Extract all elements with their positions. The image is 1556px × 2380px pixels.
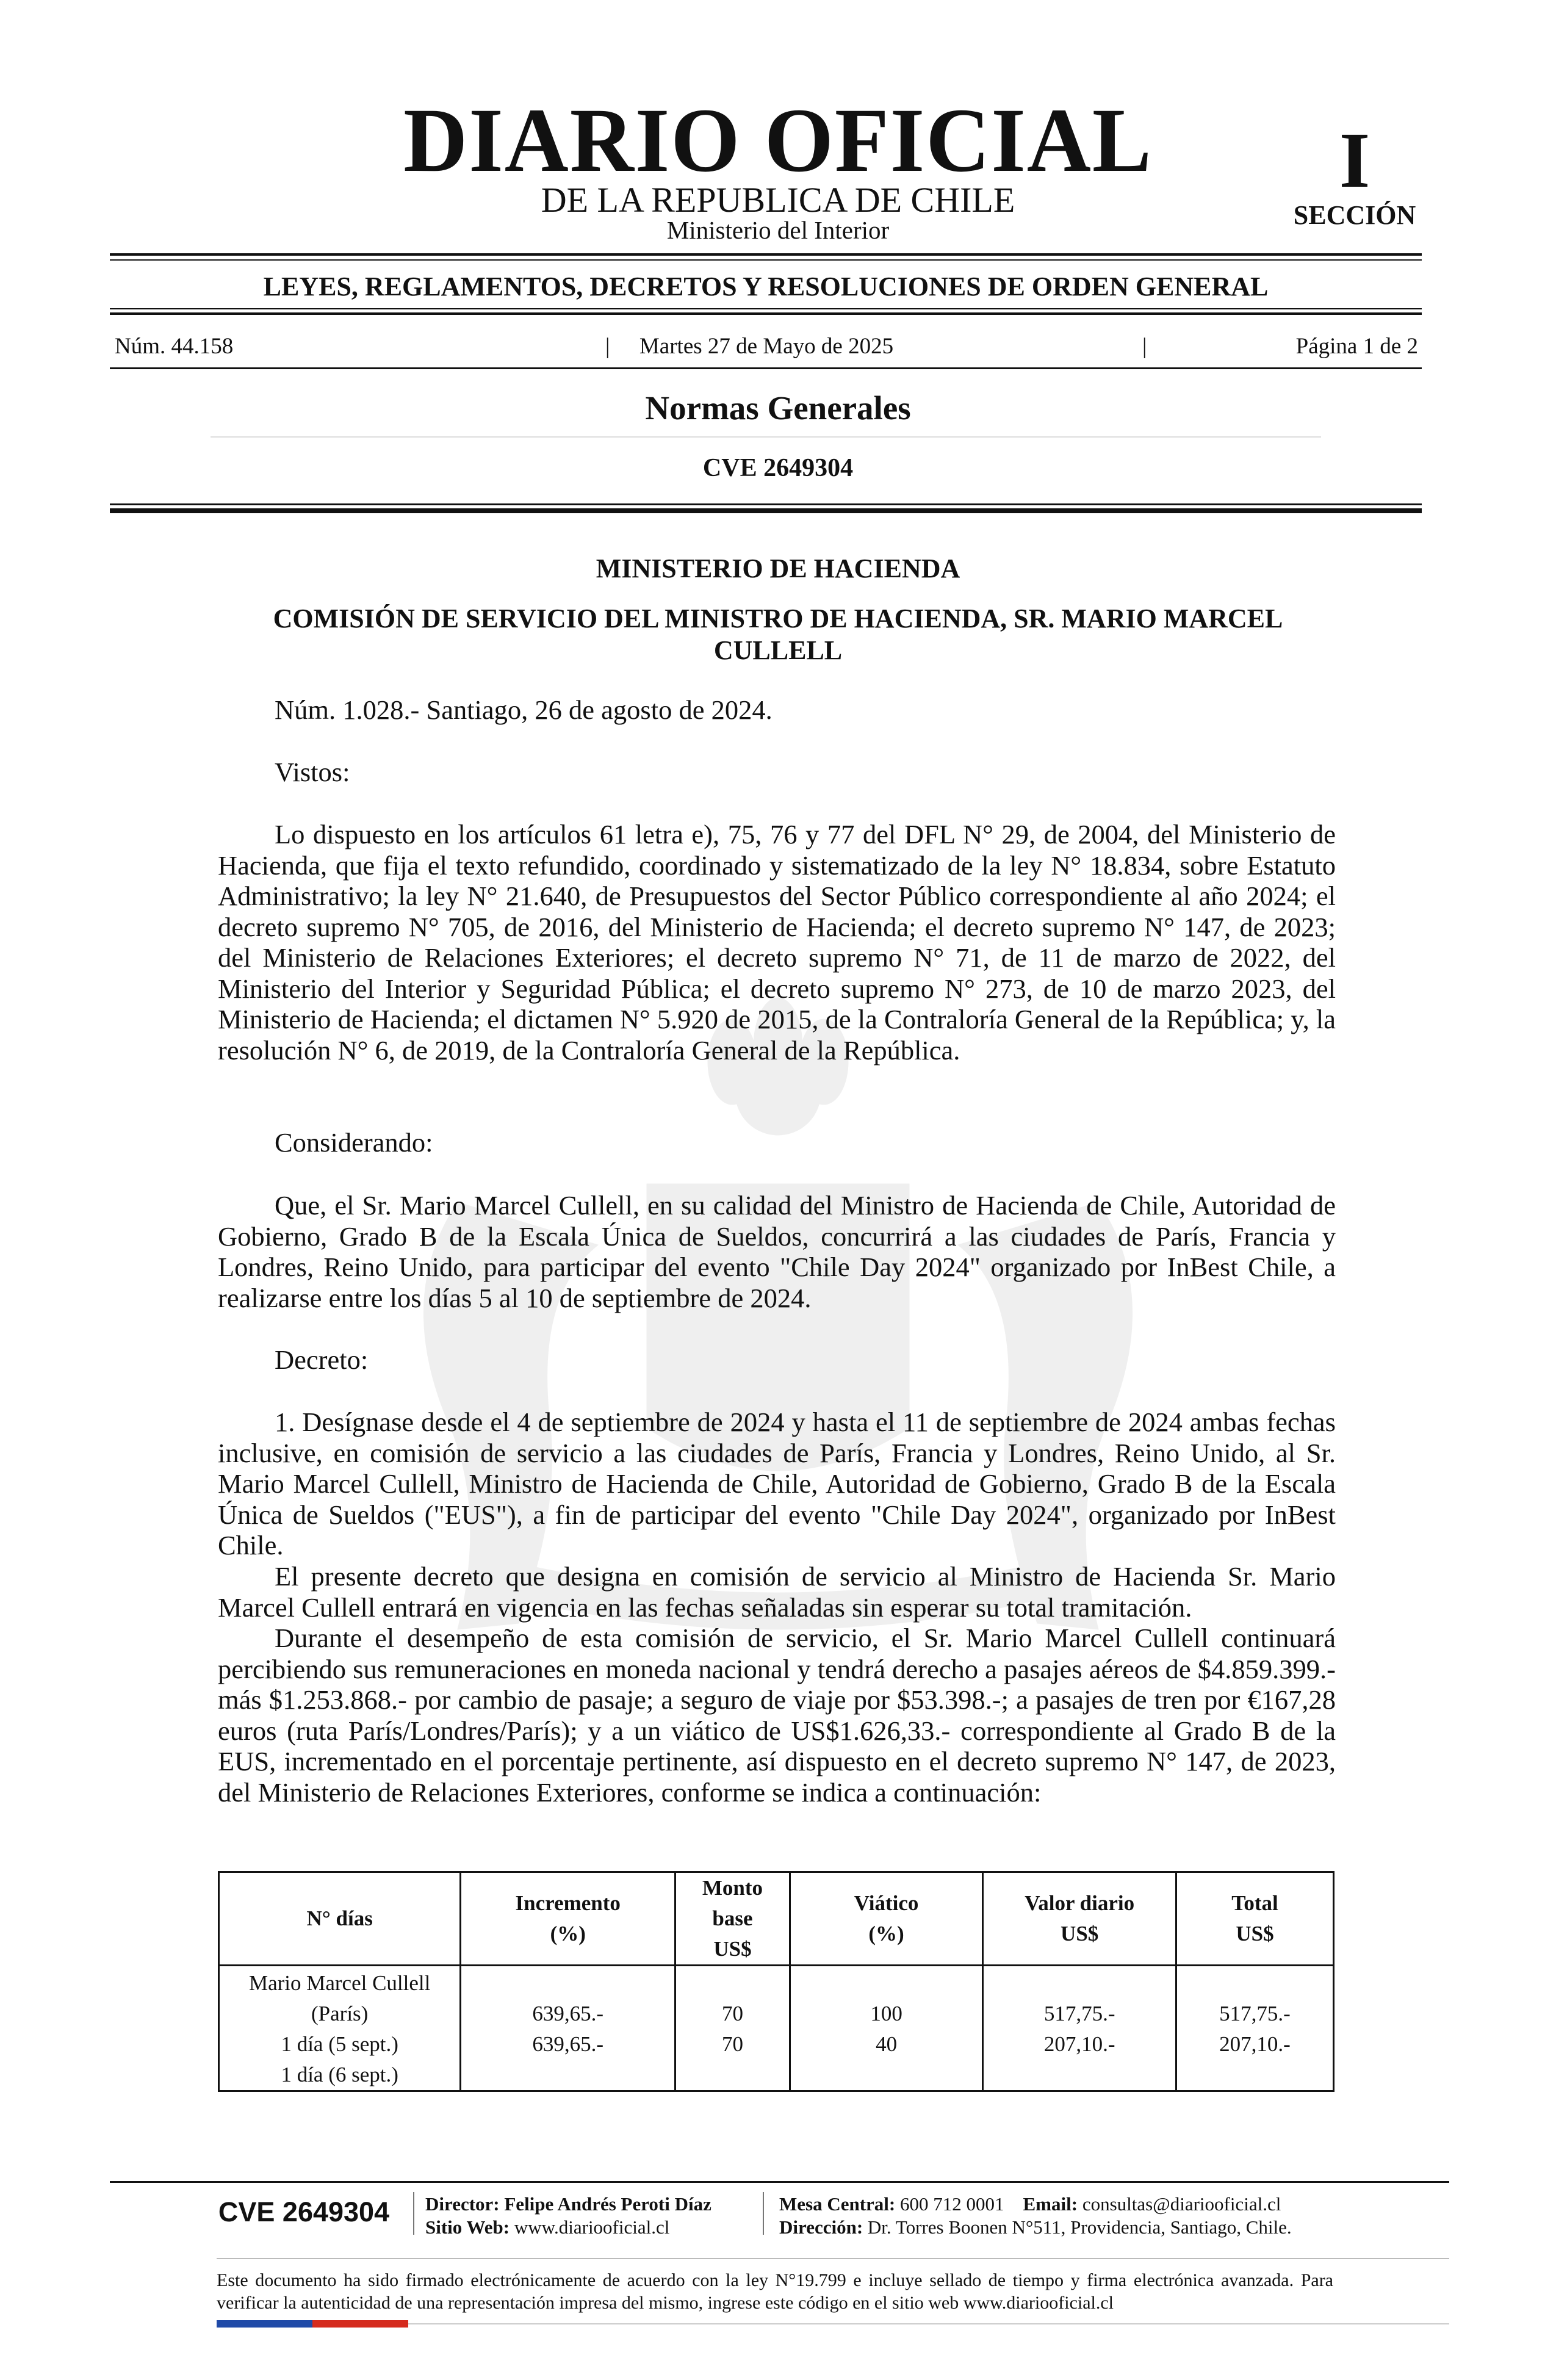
email-link[interactable]: consultas@diariooficial.cl	[1082, 2193, 1281, 2215]
footer-label: Sitio Web:	[425, 2216, 510, 2238]
cell-text: 70	[721, 2002, 743, 2025]
section-divider	[110, 508, 1422, 513]
page-indicator: Página 1 de 2	[1295, 334, 1418, 359]
cell-text: 639,65.-	[532, 2002, 604, 2025]
cell-total	[1176, 1966, 1333, 2091]
issue-date: Martes 27 de Mayo de 2025	[639, 334, 894, 359]
header-text: US$	[1236, 1922, 1274, 1945]
footer-director	[425, 2193, 711, 2216]
header-text: US$	[1061, 1922, 1099, 1945]
header-text: (%)	[550, 1922, 586, 1945]
decreto-label: Decreto:	[275, 1344, 369, 1375]
header-text: Monto	[702, 1876, 763, 1900]
vistos-paragraph: Lo dispuesto en los artículos 61 letra e), 75, 76 y 77 del DFL N° 29, de 2004, del Ministerio de Hacienda, que fija el texto refundido, coordinado y sistematizado de la ley N° 18.834, sobre Estatuto Administrativo; la ley N° 21.640, de Presupuestos del Sector Público correspondiente al año 2024; el decreto supremo N° 705, de 2016, del Ministerio de Hacienda; el decreto supremo N° 147, de 2023; del Ministerio de Relaciones Exteriores; el decreto supremo N° 71, de 11 de marzo de 2022, del Ministerio del Interior y Seguridad Pública; el decreto supremo N° 273, de 10 de marzo 2023, del Ministerio de Hacienda; el dictamen N° 5.920 de 2015, de la Contraloría General de la República; y, la resolución N° 6, de 2019, de la Contraloría General de la República.	[218, 819, 1336, 1066]
footer-rule	[408, 2323, 1449, 2324]
masthead-subtitle: DE LA REPUBLICA DE CHILE	[541, 180, 1015, 220]
cell-daily	[983, 1966, 1176, 2091]
phone-number: 600 712 0001	[900, 2193, 1004, 2215]
footer-rule	[217, 2258, 1449, 2259]
footer-label: Email:	[1023, 2193, 1078, 2215]
header-text: (%)	[868, 1922, 904, 1945]
header-text: Incremento	[515, 1891, 621, 1915]
header-text: Viático	[854, 1891, 919, 1915]
header-divider	[110, 259, 1422, 261]
header-text: Valor diario	[1025, 1891, 1135, 1915]
cell-text: Mario Marcel Cullell	[248, 1971, 431, 1995]
vistos-label: Vistos:	[275, 757, 350, 787]
footer-contact	[779, 2193, 1281, 2216]
commission-heading: COMISIÓN DE SERVICIO DEL MINISTRO DE HACIENDA, SR. MARIO MARCEL CULLELL	[273, 604, 1283, 665]
band-divider	[110, 312, 1422, 315]
decree-paragraph-viatico: Durante el desempeño de esta comisión de servicio, el Sr. Mario Marcel Cullell continuará percibiendo sus remuneraciones en moneda nacional y tendrá derecho a pasajes aéreos de $4.859.399.- más $1.253.868.- por cambio de pasaje; a seguro de viaje por $53.398.-; a pasajes de tren por €167,28 euros (ruta París/Londres/París); y a un viático de US$1.626,33.- correspondiente al Grado B de la EUS, incrementado en el porcentaje pertinente, así dispuesto en el decreto supremo N° 147, de 2023, del Ministerio de Relaciones Exteriores, conforme se indica a continuación:	[218, 1623, 1336, 1808]
considerando-label: Considerando:	[275, 1127, 433, 1158]
table-header-row	[219, 1872, 1334, 1966]
section-divider	[110, 503, 1422, 505]
footer-website	[425, 2216, 669, 2239]
cell-text: 70	[721, 2032, 743, 2056]
col-header-total	[1176, 1872, 1333, 1966]
cell-text: 517,75.-	[1043, 2002, 1115, 2025]
col-header-increment	[461, 1872, 675, 1966]
issue-separator: |	[605, 334, 610, 359]
cell-text: 207,10.-	[1043, 2032, 1115, 2056]
category-rule	[211, 436, 1321, 438]
section-label: SECCIÓN	[1293, 200, 1416, 230]
footer-label: Dirección:	[779, 2216, 863, 2238]
footer-separator	[413, 2192, 414, 2235]
ministry-heading: MINISTERIO DE HACIENDA	[596, 554, 960, 583]
cell-text: 100	[870, 2002, 902, 2025]
cell-text: 1 día (6 sept.)	[281, 2063, 398, 2086]
masthead-ministry: Ministerio del Interior	[666, 216, 890, 244]
flag-stripe-red	[312, 2320, 408, 2328]
cell-text: 639,65.-	[532, 2032, 604, 2056]
table-row	[219, 1966, 1334, 2091]
col-header-days	[219, 1872, 461, 1966]
header-text: US$	[713, 1937, 752, 1961]
col-header-viatico	[790, 1872, 983, 1966]
signature-note: Este documento ha sido firmado electrónicamente de acuerdo con la ley N°19.799 e incluye sellado de tiempo y firma electrónica avanzada. Para verificar la autenticidad de una representación impresa del mismo, ingrese este código en el sitio web www.diariooficial.cl	[217, 2270, 1333, 2313]
director-name: Felipe Andrés Peroti Díaz	[504, 2193, 711, 2215]
header-text: Total	[1231, 1891, 1278, 1915]
footer-label: Mesa Central:	[779, 2193, 896, 2215]
footer-divider	[110, 2181, 1449, 2183]
band-title: LEYES, REGLAMENTOS, DECRETOS Y RESOLUCIONES DE ORDEN GENERAL	[263, 272, 1269, 301]
masthead-title: DIARIO OFICIAL	[403, 90, 1153, 191]
issue-separator: |	[1142, 334, 1147, 359]
flag-stripe-blue	[217, 2320, 312, 2328]
header-text: N° días	[306, 1906, 373, 1930]
issue-divider	[110, 367, 1422, 369]
footer-label: Director:	[425, 2193, 500, 2215]
address-value: Dr. Torres Boonen N°511, Providencia, Santiago, Chile.	[867, 2216, 1292, 2238]
footer-cve-code: CVE 2649304	[218, 2196, 390, 2227]
issue-number: Núm. 44.158	[115, 334, 234, 359]
cell-increment	[461, 1966, 675, 2091]
footer-separator	[763, 2192, 764, 2235]
issue-row	[111, 330, 1422, 364]
cell-text: (París)	[311, 2002, 369, 2025]
cell-base	[675, 1966, 790, 2091]
website-link[interactable]: www.diariooficial.cl	[514, 2216, 670, 2238]
header-text: base	[712, 1906, 753, 1930]
cve-code: CVE 2649304	[702, 454, 854, 482]
cell-text: 40	[876, 2032, 898, 2056]
cell-days	[219, 1966, 461, 2091]
decree-paragraph-vigencia: El presente decreto que designa en comisión de servicio al Ministro de Hacienda Sr. Mario Marcel Cullell entrará en vigencia en las fechas señaladas sin esperar su total tramitación.	[218, 1561, 1336, 1623]
decree-number: Núm. 1.028.- Santiago, 26 de agosto de 2024.	[275, 694, 773, 725]
cell-text: 207,10.-	[1219, 2032, 1291, 2056]
cell-text: 1 día (5 sept.)	[281, 2032, 398, 2056]
cell-text: 517,75.-	[1219, 2002, 1291, 2025]
decree-article-1: 1. Desígnase desde el 4 de septiembre de 2024 y hasta el 11 de septiembre de 2024 ambas fechas inclusive, en comisión de servicio a las ciudades de París, Francia y Londres, Reino Unido, al Sr. Mario Marcel Cullell, Ministro de Hacienda de Chile, Autoridad de Gobierno, Grado B de la Escala Única de Sueldos ("EUS"), a fin de participar del evento "Chile Day 2024", organizado por InBest Chile.	[218, 1407, 1336, 1560]
section-number: I	[1339, 117, 1371, 204]
header-divider	[110, 253, 1422, 256]
cell-viatico	[790, 1966, 983, 2091]
band-divider	[110, 308, 1422, 309]
footer-address	[779, 2216, 1292, 2239]
viatico-table	[218, 1871, 1334, 2092]
category-title: Normas Generales	[645, 389, 911, 427]
considerando-paragraph: Que, el Sr. Mario Marcel Cullell, en su calidad del Ministro de Hacienda de Chile, Autoridad de Gobierno, Grado B de la Escala Única de Sueldos, concurrirá a las ciudades de París, Francia y Londres, Reino Unido, para participar del evento "Chile Day 2024" organizado por InBest Chile, a realizarse entre los días 5 al 10 de septiembre de 2024.	[218, 1190, 1336, 1313]
col-header-base	[675, 1872, 790, 1966]
col-header-daily	[983, 1872, 1176, 1966]
